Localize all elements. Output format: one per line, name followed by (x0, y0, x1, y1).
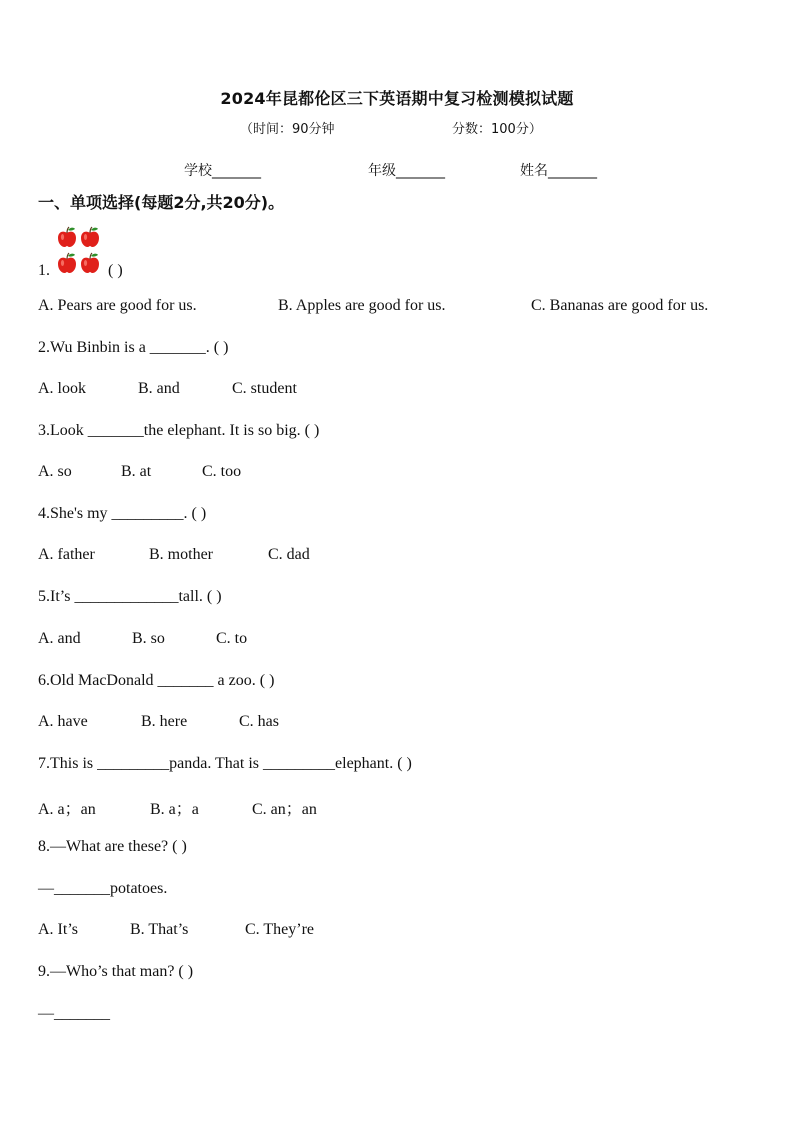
question-1-stem: 1. (38, 262, 50, 279)
question-4-option-a: A. father (38, 546, 95, 563)
question-2-stem: 2.Wu Binbin is a _______. ( ) (38, 339, 229, 356)
question-1-paren: ( ) (108, 262, 123, 279)
section-title: 一、单项选择(每题2分,共20分)。 (38, 193, 285, 212)
question-2-option-a: A. look (38, 380, 86, 397)
apple-icon (79, 226, 101, 248)
question-4-option-b: B. mother (149, 546, 213, 563)
question-9-stem: 9.—Who’s that man? ( ) (38, 963, 194, 980)
question-6-option-a: A. have (38, 713, 88, 730)
question-8-option-b: B. That’s (130, 921, 189, 938)
question-1-option-c: C. Bananas are good for us. (531, 297, 709, 314)
question-1-option-a: A. Pears are good for us. (38, 297, 197, 314)
school-field: 学校_______ (184, 163, 261, 179)
name-field: 姓名_______ (520, 163, 597, 179)
page-title: 2024年昆都伦区三下英语期中复习检测模拟试题 (220, 89, 574, 108)
question-8-option-c: C. They’re (245, 921, 315, 938)
question-3-stem: 3.Look _______the elephant. It is so big. ( ) (38, 422, 320, 439)
question-2-option-b: B. and (138, 380, 180, 397)
question-7-stem: 7.This is _________panda. That is _________elephant. ( ) (38, 755, 412, 772)
question-4-option-c: C. dad (268, 546, 310, 563)
apple-picture-top (56, 226, 102, 248)
apple-icon (56, 252, 78, 274)
question-1-option-b: B. Apples are good for us. (278, 297, 446, 314)
exam-score: 分数：100分） (452, 122, 542, 137)
question-8-stem: 8.—What are these? ( ) (38, 838, 187, 855)
question-9-answer-line: —_______ (38, 1005, 110, 1022)
question-6-option-b: B. here (141, 713, 188, 730)
question-5-option-c: C. to (216, 630, 248, 647)
question-6-stem: 6.Old MacDonald _______ a zoo. ( ) (38, 672, 275, 689)
apple-icon (56, 226, 78, 248)
question-5-option-a: A. and (38, 630, 81, 647)
apple-icon (79, 252, 101, 274)
question-3-option-a: A. so (38, 463, 72, 480)
question-8-option-a: A. It’s (38, 921, 78, 938)
question-7-option-c: C. an；an (252, 801, 317, 818)
question-7-option-b: B. a；a (150, 801, 199, 818)
apple-picture-bottom (56, 252, 102, 274)
question-7-option-a: A. a；an (38, 801, 96, 818)
question-8-answer-line: —_______potatoes. (38, 880, 168, 897)
grade-field: 年级_______ (368, 163, 445, 179)
question-4-stem: 4.She's my _________. ( ) (38, 505, 207, 522)
question-3-option-b: B. at (121, 463, 152, 480)
question-3-option-c: C. too (202, 463, 242, 480)
question-2-option-c: C. student (232, 380, 297, 397)
question-5-option-b: B. so (132, 630, 165, 647)
question-6-option-c: C. has (239, 713, 279, 730)
exam-time: （时间：90分钟 (240, 122, 335, 137)
question-5-stem: 5.It’s _____________tall. ( ) (38, 588, 222, 605)
